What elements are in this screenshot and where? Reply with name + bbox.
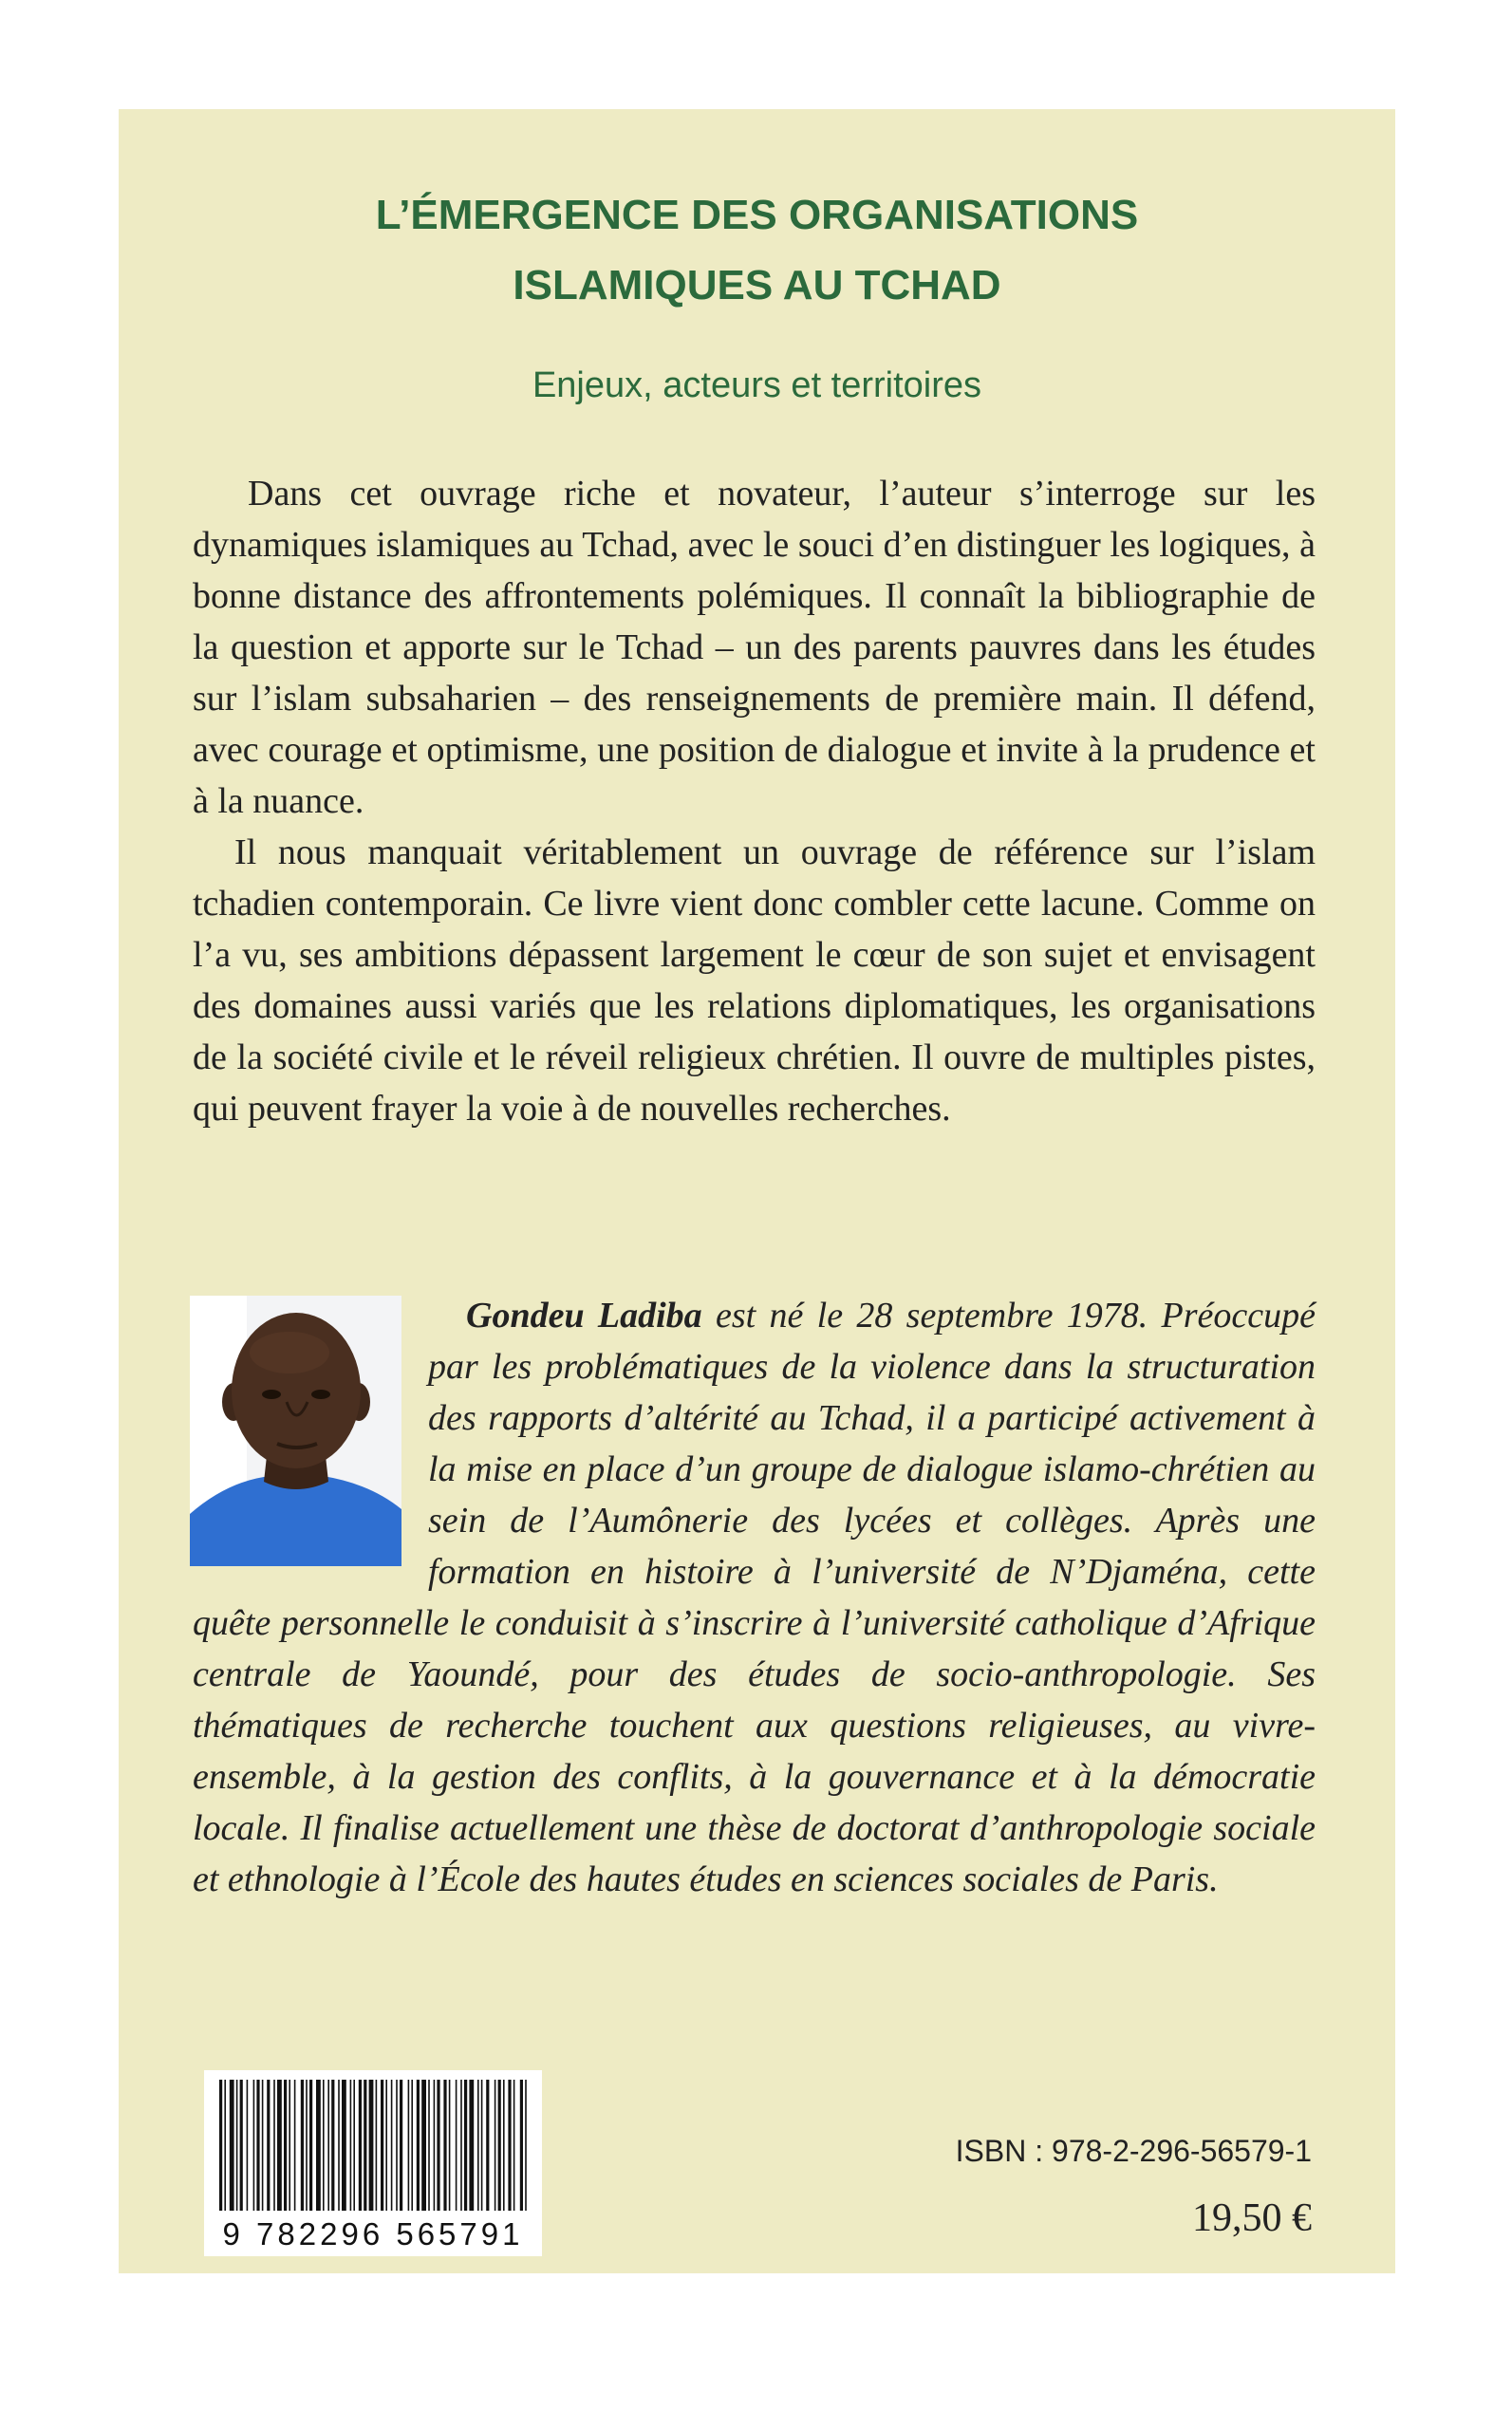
barcode-bar [236,2080,238,2211]
barcode-bar [481,2080,483,2211]
barcode-bar [408,2080,410,2211]
barcode-bar [342,2080,346,2211]
barcode-bar [224,2080,226,2211]
author-biography [193,1290,1316,1905]
barcode-bar [301,2080,304,2211]
barcode-bar [289,2080,290,2211]
barcode-bar [267,2080,270,2211]
barcode-bar [277,2080,282,2211]
barcode-bar [273,2080,275,2211]
barcode-bar [359,2080,362,2211]
barcode-digits: 9 782296 565791 [222,2216,524,2251]
barcode-bar [350,2080,352,2211]
barcode-bar [469,2080,474,2211]
barcode-bar [428,2080,430,2211]
barcode-bar [400,2080,402,2211]
barcode-bar [284,2080,287,2211]
barcode-bar [309,2080,312,2211]
barcode-bar [525,2080,527,2211]
barcode-bar [434,2080,436,2211]
barcode-bar [391,2080,393,2211]
barcode-bar [486,2080,489,2211]
barcode-bar [385,2080,387,2211]
barcode-bars [217,2080,529,2211]
isbn-barcode [204,2070,542,2256]
price: 19,50 € [1192,2196,1312,2240]
barcode-bar [338,2080,340,2211]
barcode-bar [508,2080,511,2211]
barcode-bar [327,2080,329,2211]
barcode-bar [219,2080,222,2211]
barcode-bar [464,2080,467,2211]
barcode-bar [230,2080,234,2211]
author-bio-text: est né le 28 septembre 1978. Préoccupé par les problématiques de la violence dans la structuration des rapports d’altérité au Tchad, il a participé activement à la mise en place d’un groupe de dialogue islamo-chrétien au sein de l’Aumônerie des lycées et collèges. Après une formation en histoire à l’université de N’Djaména, cette quête personnelle le conduisit à s’inscrire à l’université catholique d’Afrique centrale de Yaoundé, pour des études de socio-anthropologie. Ses thématiques de recherche touchent aux questions religieuses, au vivre-ensemble, à la gestion des conflits, à la gouvernance et à la démocratie locale. Il finalise actuellement une thèse de doctorat d’anthropologie sociale et ethnologie à l’École des hautes études en sciences sociales de Paris. [193,1296,1316,1899]
isbn-number: ISBN : 978-2-296-56579-1 [955,2134,1312,2168]
barcode-bar [477,2080,479,2211]
back-cover [119,109,1395,2273]
barcode-bar [503,2080,505,2211]
barcode-bar [381,2080,383,2211]
barcode-bar [376,2080,378,2211]
barcode-bar [256,2080,259,2211]
barcode-bar [449,2080,451,2211]
barcode-bar [396,2080,398,2211]
barcode-bar [411,2080,413,2211]
barcode-bar [316,2080,321,2211]
book-subtitle: Enjeux, acteurs et territoires [532,365,982,405]
summary-paragraph-1: Dans cet ouvrage riche et novateur, l’auteur s’interroge sur les dynamiques islamiques au Tchad, avec le souci d’en distinguer les logiques, à bonne distance des affrontements polémiques. Il connaît la bibliographie de la question et apporte sur le Tchad – un des parents pauvres dans les études sur l’islam subsaharien – des renseignements de première main. Il défend, avec courage et optimisme, une position de dialogue et invite à la prudence et à la nuance. [193,474,1316,821]
barcode-bar [247,2080,249,2211]
barcode-bar [353,2080,355,2211]
barcode-bar [331,2080,334,2211]
book-title-line-1: L’ÉMERGENCE DES ORGANISATIONS [375,192,1139,238]
barcode-bar [437,2080,439,2211]
barcode-bar [513,2080,515,2211]
book-title-line-2: ISLAMIQUES AU TCHAD [513,262,1001,308]
barcode-bar [262,2080,264,2211]
barcode-bar [498,2080,501,2211]
barcode-bar [323,2080,325,2211]
author-name: Gondeu Ladiba [466,1296,702,1336]
barcode-bar [306,2080,308,2211]
barcode-bar [294,2080,296,2211]
barcode-bar [240,2080,243,2211]
barcode-bar [495,2080,496,2211]
barcode-bar [417,2080,420,2211]
barcode-bar [443,2080,446,2211]
barcode-bar [421,2080,426,2211]
barcode-bar [253,2080,255,2211]
barcode-bar [520,2080,523,2211]
summary-paragraph-2: Il nous manquait véritablement un ouvrage de référence sur l’islam tchadien contemporain. Ce livre vient donc combler cette lacune. Comme on l’a vu, ses ambitions dépassent largement le cœur de son sujet et envisagent des domaines aussi variés que les relations diplomatiques, les organisations de la société civile et le réveil religieux chrétien. Il ouvre de multiples pistes, qui peuvent frayer la voie à de nouvelles recherches. [193,832,1316,1129]
barcode-bar [364,2080,366,2211]
barcode-bar [456,2080,457,2211]
barcode-bar [460,2080,462,2211]
barcode-bar [369,2080,374,2211]
